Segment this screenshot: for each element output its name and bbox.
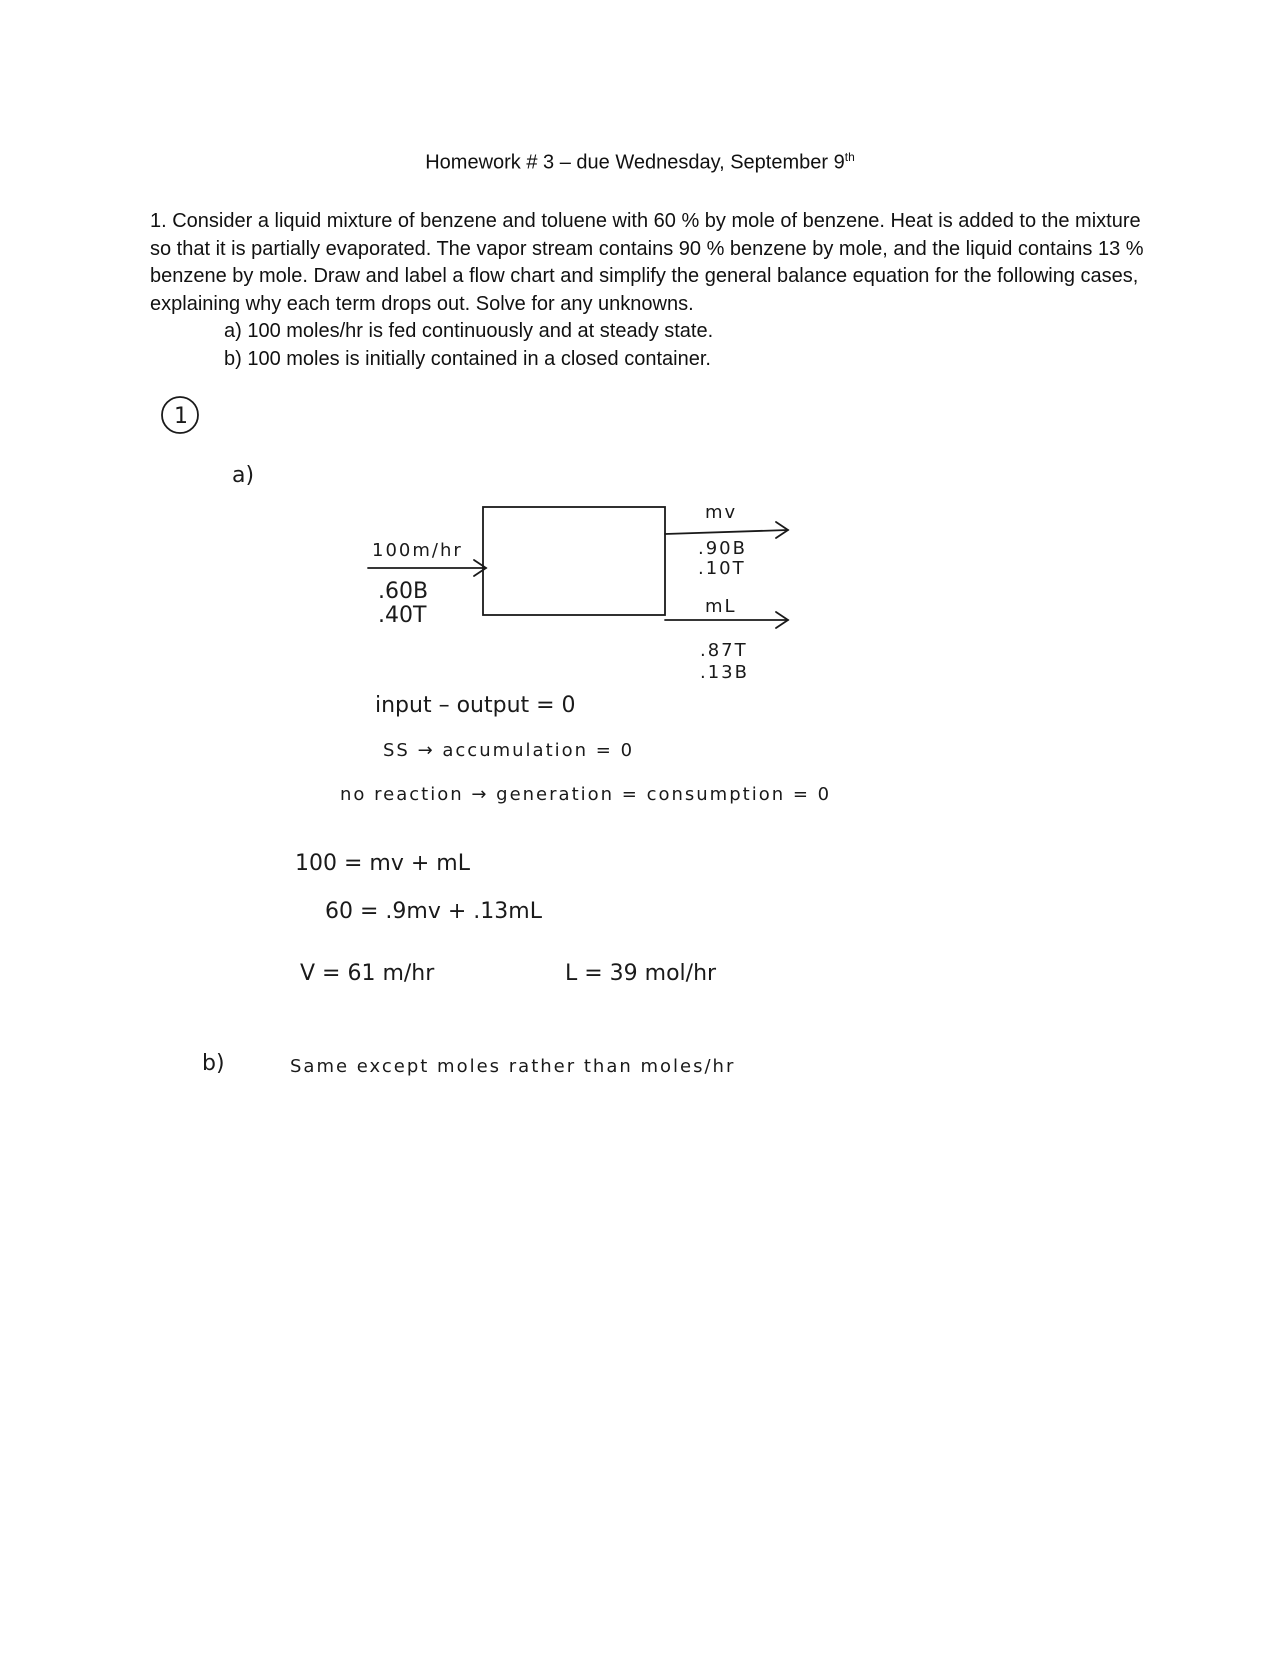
problem-number: 1 — [174, 404, 188, 429]
problem-text: 1. Consider a liquid mixture of benzene and toluene with 60 % by mole of benzene. Heat is added to the mixture so that it is partially evaporated. The vapor stream contains 90 % benzene by mole, and the liquid contains 13 % benzene by mole. Draw and label a flow chart and simplify the general balance equation for the following cases, explaining why each term drops out. Solve for any unknowns. — [150, 210, 1144, 315]
vapor-flow-label: mv — [705, 502, 738, 523]
liquid-flow-label: mL — [705, 596, 737, 617]
part-a-label: a) — [232, 463, 255, 488]
liquid-toluene-fraction: .87T — [700, 640, 748, 661]
problem-part-a: a) 100 moles/hr is fed continuously and at steady state. — [224, 320, 714, 342]
result-vapor: V = 61 m/hr — [300, 961, 435, 986]
vapor-stream — [665, 502, 788, 579]
feed-rate-label: 100m/hr — [372, 540, 463, 561]
liquid-benzene-fraction: .13B — [700, 662, 749, 683]
balance-line-2: SS → accumulation = 0 — [383, 740, 635, 761]
vapor-benzene-fraction: .90B — [698, 538, 747, 559]
feed-stream — [368, 540, 486, 628]
problem-part-b: b) 100 moles is initially contained in a closed container. — [224, 347, 711, 370]
equation-1: 100 = mv + mL — [295, 851, 470, 876]
title-superscript: th — [844, 150, 855, 164]
title-text: Homework # 3 – due Wednesday, September 9 — [425, 151, 845, 174]
equation-2: 60 = .9mv + .13mL — [325, 899, 542, 924]
balance-line-3: no reaction → generation = consumption = 0 — [340, 784, 832, 805]
liquid-stream — [665, 596, 788, 683]
process-unit-box — [483, 507, 665, 615]
vapor-arrow-line — [665, 530, 788, 534]
problem-number-circle — [162, 397, 198, 433]
vapor-toluene-fraction: .10T — [698, 558, 746, 579]
balance-line-1: input – output = 0 — [375, 693, 576, 718]
feed-toluene-fraction: .40T — [378, 603, 427, 628]
feed-benzene-fraction: .60B — [378, 579, 429, 604]
part-b-answer: Same except moles rather than moles/hr — [290, 1056, 736, 1077]
result-liquid: L = 39 mol/hr — [565, 961, 717, 986]
part-b-label: b) — [202, 1051, 225, 1076]
